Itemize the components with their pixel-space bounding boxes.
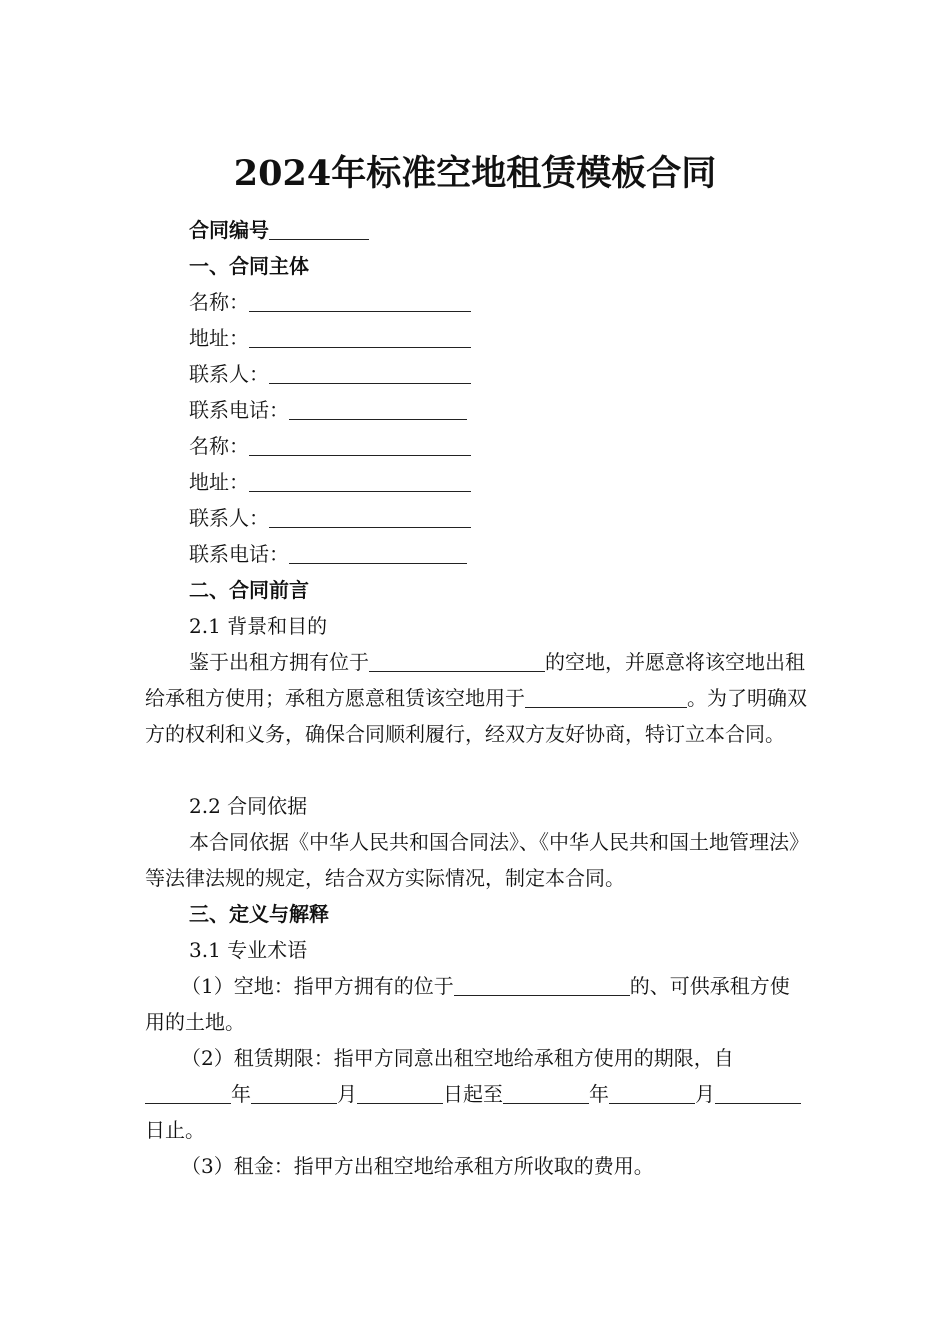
background-text-a: 鉴于出租方拥有位于 bbox=[189, 650, 369, 674]
contract-number-line bbox=[189, 212, 369, 248]
contract-number-blank[interactable] bbox=[269, 217, 369, 240]
contract-number-label: 合同编号 bbox=[189, 218, 269, 242]
party-b-phone-line bbox=[189, 536, 467, 572]
definition-1-text-b: 的、可供承租方使用的土地。 bbox=[145, 974, 790, 1034]
section-2-heading: 二、合同前言 bbox=[189, 578, 309, 602]
land-location-blank-2[interactable] bbox=[454, 973, 630, 996]
definition-1-text-a: （1）空地：指甲方拥有的位于 bbox=[181, 974, 454, 998]
start-day-label: 日起至 bbox=[443, 1082, 503, 1106]
party-a-phone-line bbox=[189, 392, 467, 428]
party-a-contact-line bbox=[189, 356, 471, 392]
end-year-label: 年 bbox=[589, 1082, 609, 1106]
section-2-1-title: 2.1 背景和目的 bbox=[189, 614, 328, 638]
party-b-address-label: 地址： bbox=[189, 470, 249, 494]
land-location-blank[interactable] bbox=[369, 649, 545, 672]
party-b-address-line bbox=[189, 464, 471, 500]
end-day-label: 日止。 bbox=[145, 1118, 205, 1142]
party-b-phone-label: 联系电话： bbox=[189, 542, 289, 566]
end-year-blank[interactable] bbox=[503, 1081, 589, 1104]
party-a-contact-blank[interactable] bbox=[269, 361, 471, 384]
section-1-heading: 一、合同主体 bbox=[189, 254, 309, 278]
party-a-address-blank[interactable] bbox=[249, 325, 471, 348]
definition-2-text-a: （2）租赁期限：指甲方同意出租空地给承租方使用的期限，自 bbox=[181, 1046, 734, 1070]
section-3-1-title: 3.1 专业术语 bbox=[189, 938, 308, 962]
section-2-2-paragraph: 本合同依据《中华人民共和国合同法》、《中华人民共和国土地管理法》等法律法规的规定，结合双方实际情况，制定本合同。 bbox=[145, 830, 799, 890]
start-year-label: 年 bbox=[231, 1082, 251, 1106]
party-b-contact-blank[interactable] bbox=[269, 505, 471, 528]
party-b-name-blank[interactable] bbox=[249, 433, 471, 456]
definition-item-3: （3）租金：指甲方出租空地给承租方所收取的费用。 bbox=[181, 1154, 654, 1178]
land-purpose-blank[interactable] bbox=[525, 685, 687, 708]
party-a-phone-label: 联系电话： bbox=[189, 398, 289, 422]
party-a-name-line bbox=[189, 284, 471, 320]
party-b-address-blank[interactable] bbox=[249, 469, 471, 492]
party-a-phone-blank[interactable] bbox=[289, 397, 467, 420]
party-a-address-label: 地址： bbox=[189, 326, 249, 350]
section-2-2-title: 2.2 合同依据 bbox=[189, 794, 308, 818]
party-a-address-line bbox=[189, 320, 471, 356]
start-month-label: 月 bbox=[337, 1082, 357, 1106]
document-title: 2024年标准空地租赁模板合同 bbox=[233, 153, 717, 194]
party-a-name-label: 名称： bbox=[189, 290, 249, 314]
party-b-phone-blank[interactable] bbox=[289, 541, 467, 564]
background-text-c: 。为了明确双方的权利和义务，确保合同顺利履行，经双方友好协商，特订立本合同。 bbox=[145, 686, 807, 746]
party-a-contact-label: 联系人： bbox=[189, 362, 269, 386]
background-text-b: 的空地，并愿意将该空地出租给承租方使用；承租方愿意租赁该空地用于 bbox=[145, 650, 805, 710]
end-month-label: 月 bbox=[695, 1082, 715, 1106]
start-year-blank[interactable] bbox=[145, 1081, 231, 1104]
section-2-1-paragraph bbox=[145, 644, 807, 752]
start-month-blank[interactable] bbox=[251, 1081, 337, 1104]
section-3-heading: 三、定义与解释 bbox=[189, 902, 329, 926]
end-day-blank[interactable] bbox=[715, 1081, 801, 1104]
party-b-name-line bbox=[189, 428, 471, 464]
party-b-contact-line bbox=[189, 500, 471, 536]
definition-item-1 bbox=[145, 968, 807, 1040]
party-b-contact-label: 联系人： bbox=[189, 506, 269, 530]
party-b-name-label: 名称： bbox=[189, 434, 249, 458]
party-a-name-blank[interactable] bbox=[249, 289, 471, 312]
start-day-blank[interactable] bbox=[357, 1081, 443, 1104]
end-month-blank[interactable] bbox=[609, 1081, 695, 1104]
definition-item-2 bbox=[145, 1040, 807, 1148]
